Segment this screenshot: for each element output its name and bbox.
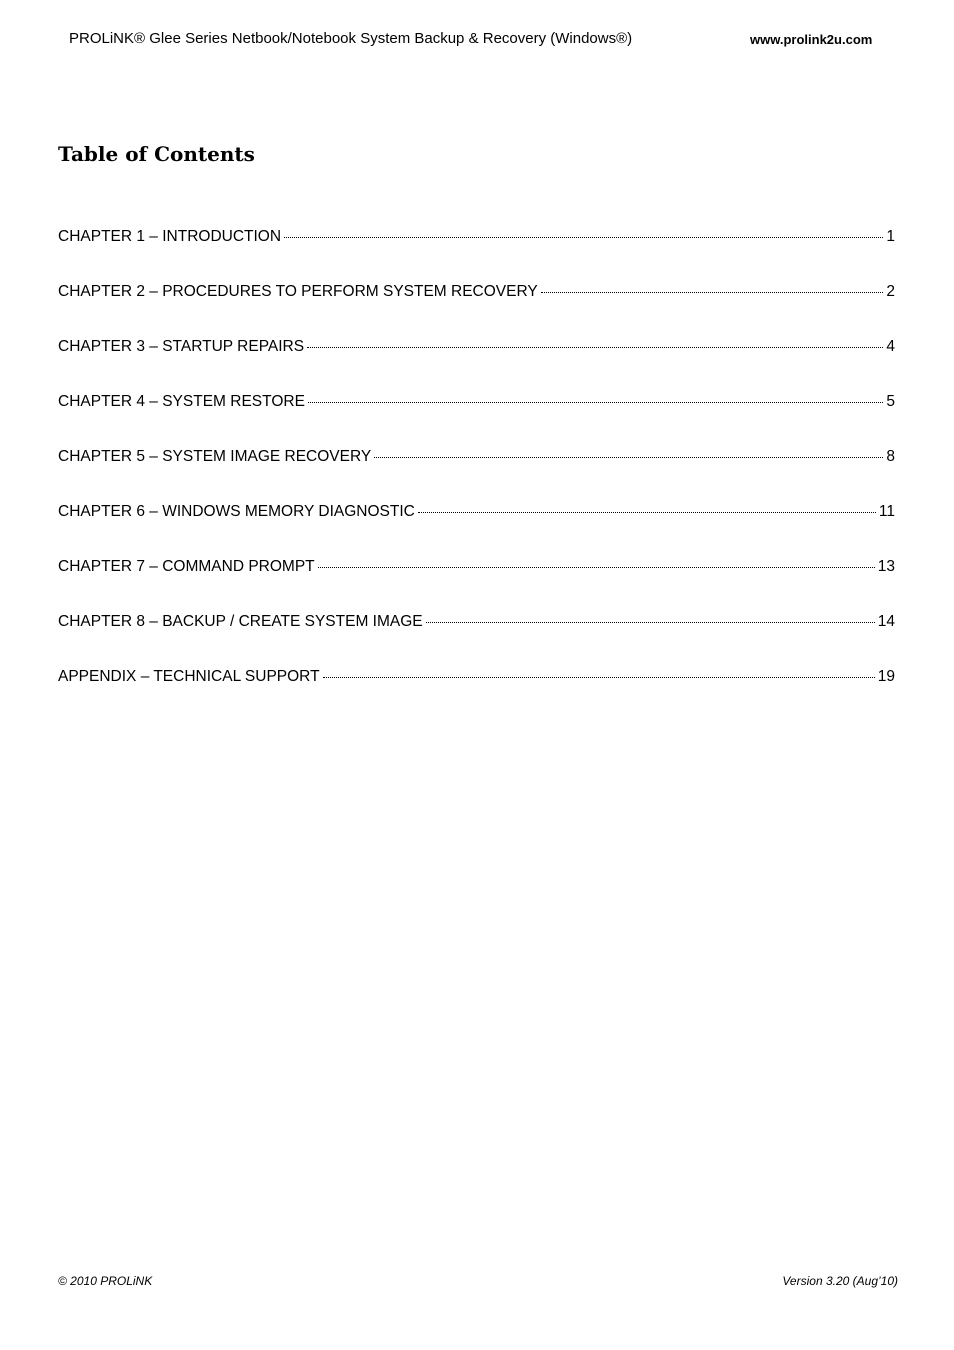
toc-entry-page: 11 — [878, 503, 895, 520]
toc-entry-technical-support[interactable] — [58, 668, 895, 692]
toc-entry-label: CHAPTER 5 – SYSTEM IMAGE RECOVERY — [58, 448, 372, 465]
toc-entry-memory-diagnostic[interactable] — [58, 503, 895, 527]
toc-entry-backup-system-image[interactable] — [58, 613, 895, 637]
toc-entry-page: 8 — [886, 448, 895, 465]
toc-entry-introduction[interactable] — [58, 228, 895, 252]
toc-dot-leader — [418, 512, 876, 513]
footer-version: Version 3.20 (Aug’10) — [782, 1274, 898, 1288]
toc-dot-leader — [308, 402, 883, 403]
toc-entry-page: 5 — [886, 393, 895, 410]
toc-entry-page: 1 — [886, 228, 895, 245]
toc-entry-label: CHAPTER 3 – STARTUP REPAIRS — [58, 338, 305, 355]
toc-dot-leader — [426, 622, 875, 623]
toc-dot-leader — [374, 457, 883, 458]
toc-entry-label: CHAPTER 4 – SYSTEM RESTORE — [58, 393, 305, 410]
toc-entry-label: CHAPTER 7 – COMMAND PROMPT — [58, 558, 315, 575]
toc-title: Table of Contents — [58, 142, 255, 166]
toc-entry-page: 14 — [877, 613, 895, 630]
toc-dot-leader — [541, 292, 884, 293]
toc-entry-page: 13 — [877, 558, 895, 575]
toc-entry-label: CHAPTER 6 – WINDOWS MEMORY DIAGNOSTIC — [58, 503, 415, 520]
toc-entry-procedures[interactable] — [58, 283, 895, 307]
toc-entry-system-restore[interactable] — [58, 393, 895, 417]
toc-entry-label: CHAPTER 8 – BACKUP / CREATE SYSTEM IMAGE — [58, 613, 423, 630]
toc-dot-leader — [307, 347, 883, 348]
toc-entry-label: CHAPTER 1 – INTRODUCTION — [58, 228, 282, 245]
toc-entry-page: 19 — [877, 668, 895, 685]
toc-entry-page: 2 — [886, 283, 895, 300]
toc-entry-command-prompt[interactable] — [58, 558, 895, 582]
toc-list — [58, 228, 895, 692]
toc-dot-leader — [284, 237, 883, 238]
toc-entry-label: CHAPTER 2 – PROCEDURES TO PERFORM SYSTEM RECOVERY — [58, 283, 538, 300]
toc-entry-page: 4 — [886, 338, 895, 355]
toc-dot-leader — [323, 677, 875, 678]
toc-entry-label: APPENDIX – TECHNICAL SUPPORT — [58, 668, 320, 685]
footer-copyright: © 2010 PROLiNK — [58, 1274, 153, 1288]
toc-entry-system-image-recovery[interactable] — [58, 448, 895, 472]
document-header-title: PROLiNK® Glee Series Netbook/Notebook System Backup & Recovery (Windows®) — [69, 30, 633, 47]
website-link[interactable]: www.prolink2u.com — [750, 32, 873, 47]
toc-entry-startup-repairs[interactable] — [58, 338, 895, 362]
toc-dot-leader — [318, 567, 875, 568]
